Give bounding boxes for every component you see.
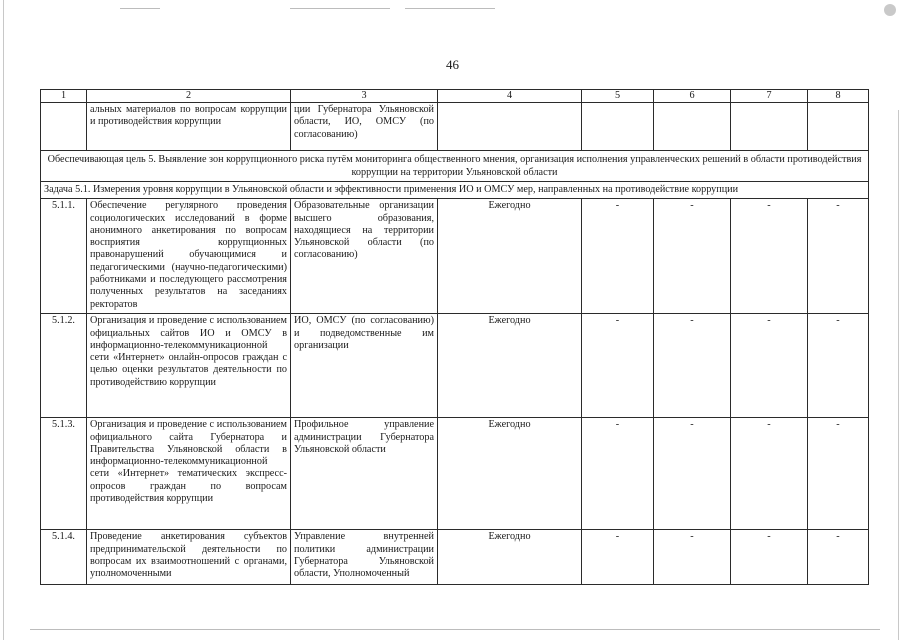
value-cell: - [808,418,869,530]
measure-text: Обеспечение регулярного проведения социологических исследований в форме анонимного анкетирования по вопросам восприятия коррупционных правонарушений обучающимися и педагогическими (научно-педагогическими) работниками и последующего рассмотрения полученных результатов на заседаниях ректоратов [87,199,291,314]
value-cell: - [731,418,808,530]
term-text: Ежегодно [438,199,582,314]
term-text [438,103,582,151]
scan-right-edge [898,110,899,640]
executor-text: ции Губернатора Ульяновской области, ИО, ОМСУ (по согласованию) [291,103,438,151]
column-header: 5 [582,90,654,103]
row-number: 5.1.4. [41,530,87,585]
column-header: 4 [438,90,582,103]
column-header: 8 [808,90,869,103]
table-row [41,418,869,530]
row-number [41,103,87,151]
value-cell: - [808,199,869,314]
value-cell: - [731,530,808,585]
value-cell: - [731,199,808,314]
measure-text: Организация и проведение с использованием официального сайта Губернатора и Правительства Ульяновской области в информационно-телекоммуникационной сети «Интернет» тематических экспресс-опросов граждан по вопросам противодействия коррупции [87,418,291,530]
column-header-row [41,90,869,103]
measure-text: Организация и проведение с использованием официальных сайтов ИО и ОМСУ в информационно-телекоммуникационной сети «Интернет» онлайн-опросов граждан с целью оценки результатов деятельности по противодействию коррупции [87,314,291,418]
row-number: 5.1.2. [41,314,87,418]
value-cell: - [582,314,654,418]
scan-top-line [405,8,495,9]
value-cell [731,103,808,151]
goal-text: Обеспечивающая цель 5. Выявление зон коррупционного риска путём мониторинга общественного мнения, организация исполнения управленческих решений в области противодействия коррупции на территории Ульяновской области [41,151,869,182]
value-cell: - [654,418,731,530]
value-cell: - [654,314,731,418]
value-cell: - [654,199,731,314]
goal-row [41,151,869,182]
value-cell: - [731,314,808,418]
column-header: 7 [731,90,808,103]
value-cell: - [808,530,869,585]
task-text: Задача 5.1. Измерения уровня коррупции в Ульяновской области и эффективности применения ИО и ОМСУ мер, направленных на противодействие коррупции [41,182,869,199]
table-row [41,530,869,585]
executor-text: Образовательные организации высшего образования, находящиеся на территории Ульяновской области (по согласованию) [291,199,438,314]
measure-text: Проведение анкетирования субъектов предпринимательской деятельности по вопросам их взаимоотношений с органами, уполномоченными [87,530,291,585]
row-number: 5.1.3. [41,418,87,530]
value-cell: - [582,418,654,530]
value-cell: - [808,314,869,418]
page-number: 46 [446,57,459,72]
executor-text: Управление внутренней политики администрации Губернатора Ульяновской области, Уполномоченный [291,530,438,585]
term-text: Ежегодно [438,530,582,585]
executor-text: Профильное управление администрации Губернатора Ульяновской области [291,418,438,530]
table-row [41,314,869,418]
scan-speck [884,4,896,16]
continuation-row [41,103,869,151]
value-cell [582,103,654,151]
term-text: Ежегодно [438,418,582,530]
column-header: 6 [654,90,731,103]
row-number: 5.1.1. [41,199,87,314]
task-row [41,182,869,199]
measure-text: альных материалов по вопросам коррупции и противодействия коррупции [87,103,291,151]
value-cell [808,103,869,151]
value-cell: - [582,530,654,585]
scan-left-edge [3,0,4,640]
scan-top-line [290,8,390,9]
value-cell [654,103,731,151]
table-row [41,199,869,314]
column-header: 2 [87,90,291,103]
term-text: Ежегодно [438,314,582,418]
scan-top-line [120,8,160,9]
column-header: 1 [41,90,87,103]
column-header: 3 [291,90,438,103]
value-cell: - [582,199,654,314]
value-cell: - [654,530,731,585]
measures-table [40,89,869,585]
scan-bottom-line [30,629,880,630]
executor-text: ИО, ОМСУ (по согласованию) и подведомственные им организации [291,314,438,418]
